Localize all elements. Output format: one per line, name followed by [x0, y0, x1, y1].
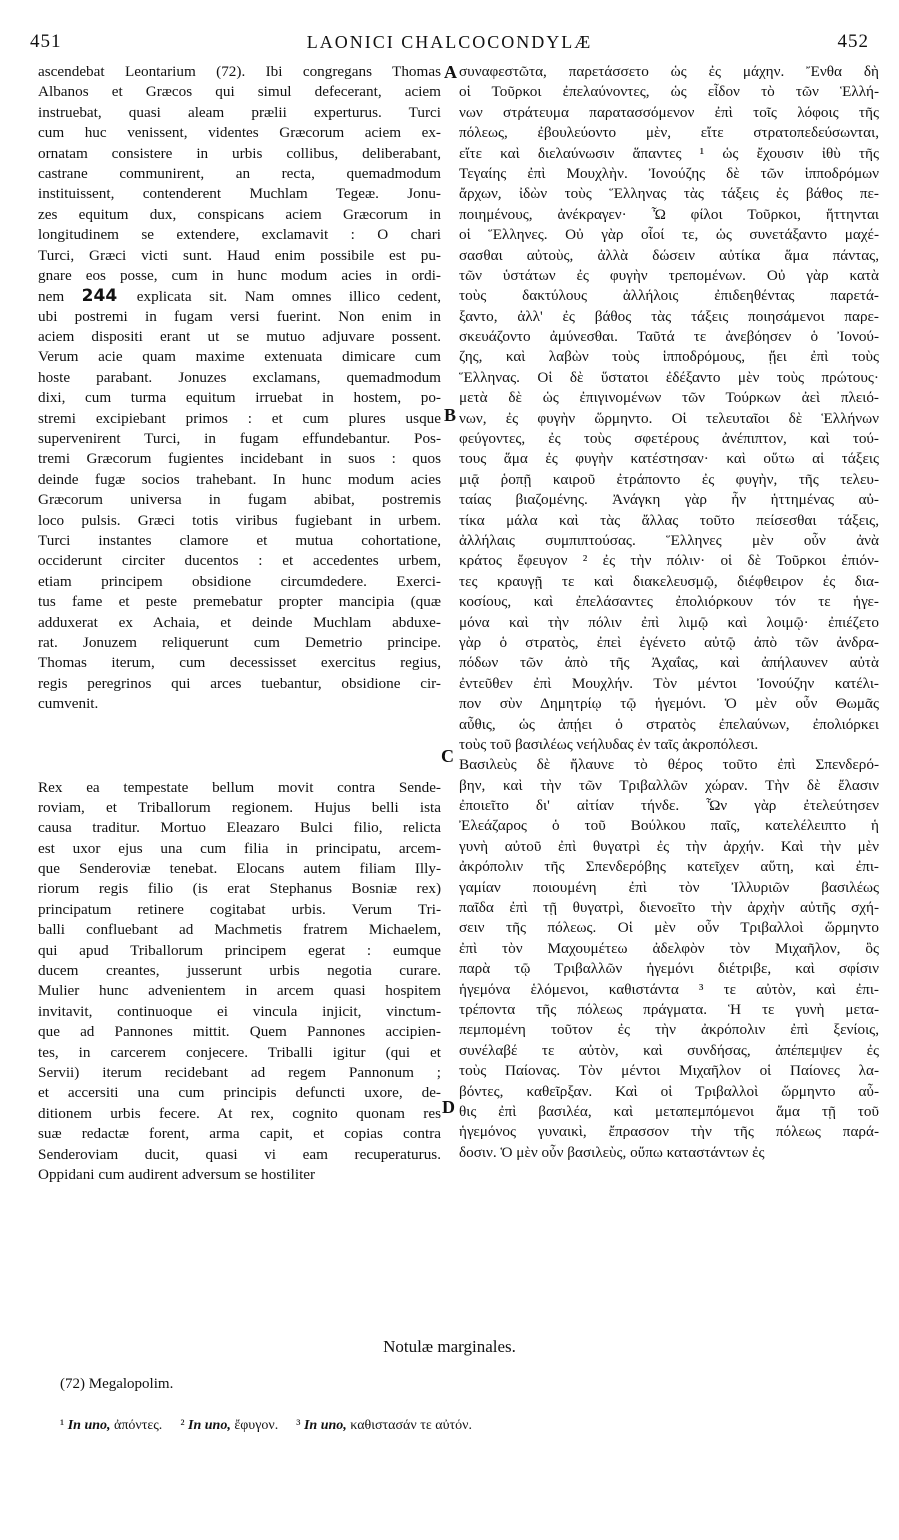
text-line: Verum acie quam maxime extenuata dimicare cum: [38, 348, 441, 366]
text-line: τες κραυγῇ τε καὶ διακελευσμῷ, διέφθειρον ἐς δια-: [459, 572, 879, 590]
text-line: supervenirent Turci, in fugam effundebantur. Pos-: [38, 430, 441, 448]
text-line: παῖδα ἐπὶ τῇ θυγατρὶ, διενοεῖτο τὴν ἀρχὴν αὐτῆς σχή-: [459, 899, 879, 917]
text-line: dixi, cum turma equitum irruebat in hostem, po-: [38, 389, 441, 407]
text-line: Rex ea tempestate bellum movit contra Sende-: [38, 778, 441, 796]
text-line: ταίας βιαζομένης. Ἀνάγκη γὰρ ἦν ἡττημένας αὐ-: [459, 491, 879, 509]
text-line: causa traditur. Mortuo Eleazaro Bulci filio, relicta: [38, 819, 441, 837]
text-line: regis peregrinos qui arces tuebantur, obsidione cir-: [38, 674, 441, 692]
text-fragment: explicata sit. Nam omnes illico cedent,: [136, 288, 441, 306]
margin-marker-d: D: [442, 1097, 455, 1117]
text-line: ascendebat Leontarium (72). Ibi congregans Thomas: [38, 63, 441, 80]
text-line: τῶν ὑστάτων ἐς φυγὴν τρεπομένων. Οὐ γὰρ κατὰ: [459, 266, 879, 284]
text-line: instruebat, quasi aleam prælii experturus. Turci: [38, 103, 441, 121]
text-line: Τεγαίης ἐπὶ Μουχλὴν. Ἰονούζης δὲ τῶν ἱπποδρόμων: [459, 164, 879, 182]
text-line: ἀκρόπολιν τῆς Σπενδερόβης κατεῖχεν αὕτη, καὶ ἐπι-: [459, 858, 879, 876]
text-line: βόντες, καθεῖρξαν. Καὶ οἱ Τριβαλλοὶ ὥρμηντο αὖ-: [459, 1082, 879, 1100]
text-line: Albanos et Græcos qui simul defecerant, aciem: [38, 83, 441, 101]
left-page-number: 451: [30, 31, 62, 52]
footnote-text: ἀπόντες.: [114, 1418, 163, 1433]
running-header: [30, 30, 869, 54]
text-line: πόδων τῶν ἀπὸ τῆς Ἀχαΐας, καὶ ἀπήλαυνεν αὐτὰ: [459, 654, 879, 672]
text-line: φεύγοντες, ἐς τοὺς σφετέρους ἀνέπιπτον, καὶ τού-: [459, 430, 879, 448]
margin-marker-b: B: [444, 405, 457, 425]
notes-heading: Notulæ marginales.: [383, 1337, 516, 1356]
text-line: ἐπὶ τὸν Μαχουμέτεω ἀδελφὸν τὸν Μιχαῆλον, ὃς: [459, 939, 879, 957]
text-line: τίκα μάλα καὶ τὰς ἄλλας τοῦτο πείσεσθαι τάξεις,: [459, 511, 879, 529]
text-line: longitudinem se extendere, exclamavit : O chari: [38, 226, 441, 244]
text-line: balli confluebant ad Machmetis fratrem Michaelem,: [38, 921, 441, 939]
text-line: ducem creantes, jusserunt urbis negotia curare.: [38, 962, 441, 980]
text-line: que Senderoviæ tenebat. Elocans autem filiam Illy-: [38, 860, 441, 878]
margin-marker-a: A: [444, 62, 457, 82]
text-line: ἡγεμόνα ἑλόμενοι, καθιστάντα ³ τε αὐτὸν, καὶ ἐπι-: [459, 980, 879, 998]
text-line: τοὺς τοῦ βασιλέως νεήλυδας ἐν ταῖς ἀκροπόλεσι.: [459, 735, 759, 753]
text-line: σειν τῆς πόλεως. Οἱ μὲν οὖν Τριβαλλοὶ ὥρμηντο: [459, 919, 879, 937]
text-line: Βασιλεὺς δὲ ἤλαυνε τὸ θέρος τοῦτο ἐπὶ Σπενδερό-: [459, 756, 879, 774]
text-line: Græcorum universa in fugam abibat, postremis: [38, 491, 441, 509]
text-line: ἐντεῦθεν ἐπὶ Μουχλήν. Τὸν μέντοι Ἰονούζην κατέλι-: [459, 674, 879, 692]
text-line: κράτος ἔφευγον ² ἐς τὴν πόλιν· οἱ δὲ Τοῦρκοι ἐπιόν-: [459, 552, 879, 570]
text-line: δοσιν. Ὁ μὲν οὖν βασιλεὺς, οὔπω καταστάντων ἐς: [459, 1143, 765, 1161]
text-line: tremi Græcorum fugientes incidebant in suos : quos: [38, 450, 441, 468]
paragraph-gap: [38, 715, 441, 778]
text-line: stremi excipiebant primos : et cum plures usque: [38, 409, 441, 427]
footnote: [60, 1418, 162, 1433]
text-fragment: nem: [38, 288, 82, 306]
text-line: συναφεστῶτα, παρετάσσετο ὡς ἐς μάχην. Ἔνθα δὴ: [459, 63, 879, 80]
text-line: ποιημένους, ἀνέκραγεν· Ὦ φίλοι Τοῦρκοι, ἥττηνται: [459, 205, 879, 223]
footnote: [180, 1418, 278, 1433]
text-line: νων, ἐς φυγὴν ὥρμηντο. Οἱ τελευταῖοι δὲ Ἑλλήνων: [459, 409, 879, 427]
text-line: πεμπομένη τοῦτον ἐς τὴν ἀκρόπολιν ἐπὶ ξενίοις,: [459, 1021, 879, 1039]
text-line: occiderunt circiter ducentos : et accedentes urbem,: [38, 552, 441, 570]
margin-marker-c: C: [441, 746, 454, 766]
text-line: ἄρχων, ἰδὼν τοὺς Ἕλληνας τὰς τάξεις ἐς βάθος πε-: [459, 185, 879, 203]
text-line: κοσίους, καὶ ἐπελάσαντες ἐπολιόρκουν τόν τε ἡγε-: [459, 593, 879, 611]
text-line: invitavit, continuoque ei vincula injicit, vinctum-: [38, 1002, 441, 1020]
text-line: et accersiti una cum principis defuncti uxore, de-: [38, 1084, 441, 1102]
text-line: qui apud Triballorum principem egerat : eumque: [38, 941, 441, 959]
footnote: [296, 1418, 472, 1433]
text-line: instituissent, contenderent Muchlam Tegeæ. Jonu-: [38, 185, 441, 203]
text-line: μιᾷ ῥοπῇ καιροῦ ἐτράποντο ἐς φυγὴν, τῆς τελευ-: [459, 470, 879, 488]
footnotes: [60, 1418, 490, 1434]
text-line: τοὺς δακτύλους ἀλλήλοις ἐπιδεηθέντας παρετά-: [459, 287, 879, 305]
footnote-label: In uno,: [188, 1418, 235, 1433]
text-line: σκευάζοντο ἀμύνεσθαι. Ταῦτά τε ἀνεβόησεν ὁ Ἰονού-: [459, 328, 879, 346]
text-line: etiam principem obsidione circumdedere. Exerci-: [38, 572, 441, 590]
greek-column: [459, 62, 879, 1163]
footnote-number: ³: [296, 1418, 304, 1433]
text-line: loco pulsis. Græci totis viribus fugiebant in urbem.: [38, 511, 441, 529]
text-line: νων στράτευμα παρατασσόμενον ἐπὶ τοῖς λόφοις τῆς: [459, 103, 879, 121]
text-line: ubi postremi in fugam versi fuerint. Non enim in: [38, 307, 441, 325]
text-line: Thomas iterum, cum decessisset exercitus regius,: [38, 654, 441, 672]
text-line: zes equitum dux, conspicans aciem Græcorum in: [38, 205, 441, 223]
footnote-label: In uno,: [303, 1418, 351, 1433]
text-line: ἡγεμόνος γυναικὶ, ἔπρασσον τὴν τῆς πόλεως παρά-: [459, 1123, 879, 1141]
text-line: εἴτε καὶ διελαύνωσιν ἅπαντες ¹ ὡς ἔχουσιν ἰθὺ τῆς: [459, 144, 879, 162]
footnote-label: In uno,: [67, 1418, 115, 1433]
text-line: cumvenit.: [38, 695, 99, 713]
text-line: Turci instantes clamore et mutua cohortatione,: [38, 531, 441, 549]
text-line: σασθαι αὐτοὺς, ἀλλὰ δώσειν αὐτίκα ἅμα πάντας,: [459, 246, 879, 264]
text-line: γαμίαν ποιουμένη ἐπὶ τὸν Ἰλλυριῶν βασιλέως: [459, 878, 879, 896]
text-line: cum huc venissent, videntes Græcorum aciem ex-: [38, 124, 441, 142]
text-line: principatum retinere cogitabat urbis. Verum Tri-: [38, 900, 441, 918]
text-line: παρὰ τῷ Τριβαλλῶν ἡγεμόνι διέτριβε, καὶ σφίσιν: [459, 960, 879, 978]
text-line: ornatam consistere in urbis collibus, deliberabant,: [38, 144, 441, 162]
text-line: τους ἅμα ἐς φυγὴν κατέστησαν· καὶ οὕτω αἱ τάξεις: [459, 450, 879, 468]
text-line: rat. Jonuzem reliquerunt cum Demetrio principe.: [38, 633, 441, 651]
text-line: οἱ Ἕλληνες. Οὐ γὰρ οἷοί τε, ὡς συνετάξαντο μαχέ-: [459, 226, 879, 244]
text-line: πόλεως, ἐβουλεύοντο μὲν, εἴτε στρατοπεδεύσωνται,: [459, 124, 879, 142]
text-line: adduxerat ex Achaia, et deinde Muchlam abduxe-: [38, 613, 441, 631]
text-line: ἐποιεῖτο δι' αἰτίαν τήνδε. Ὧν γὰρ ἐτελεύτησεν: [459, 797, 879, 815]
text-line: Oppidani cum audirent adversum se hostiliter: [38, 1165, 316, 1183]
running-title: LAONICI CHALCOCONDYLÆ: [306, 31, 593, 52]
text-line: hoste parabant. Jonuzes exclamans, quemadmodum: [38, 368, 441, 386]
text-line: Servii) iterum recidebant ad regem Pannonum ;: [38, 1063, 441, 1081]
text-line: gnare eos posse, cum in hunc modum acies in ordi-: [38, 266, 441, 284]
text-line: ξαντο, ἀλλ' ἐς βάθος τὰς τάξεις ποιησάμενοι παρε-: [459, 307, 879, 325]
text-line: castrane communirent, an recta, quemadmodum: [38, 164, 441, 182]
text-line: tus fame et peste premebatur propter mancipia (quæ: [38, 593, 441, 611]
text-line: τρέποντα τῆς πόλεως πράγματα. Ἡ τε γυνὴ μετα-: [459, 1000, 879, 1018]
text-line: que ad Pannones mittit. Quem Pannones accipien-: [38, 1023, 441, 1041]
text-line: ζης, καὶ λαβὼν τοὺς ἱπποδρόμους, ᾔει ἐπὶ τοὺς: [459, 348, 879, 366]
text-line: γὰρ ὁ στρατὸς, ἐπεὶ ἐγένετο αὐτῷ ἀπὸ τῶν ἀνδρα-: [459, 633, 879, 651]
text-line: συνέλαβέ τε αὐτὸν, καὶ συνδήσας, ἀπέπεμψεν ἐς: [459, 1041, 879, 1059]
text-line: μετὰ δὲ ὡς ἐπιγινομένων τῶν Τούρκων ἀεὶ πλειό-: [459, 389, 879, 407]
text-line: ἀλλήλαις συμπιπτούσας. Ἕλληνες μὲν οὖν ἀνὰ: [459, 531, 879, 549]
footnote-number: ²: [180, 1418, 189, 1433]
text-line: tes, in carcerem conjecere. Triballi igitur (qui et: [38, 1043, 441, 1061]
text-line: aciem dispositi erant ut se mutuo adjuvare possent.: [38, 328, 441, 346]
text-line: est uxor ejus una cum filia in principatu, arcem-: [38, 839, 441, 857]
text-line: Ἕλληνας. Οἱ δὲ ὕστατοι ἐδέξαντο μὲν τοὺς πρώτους·: [459, 368, 879, 386]
footnote-number: ¹: [60, 1418, 68, 1433]
text-line: οἱ Τοῦρκοι ἐπελαύνοντες, ὡς εἶδον τὸ τῶν Ἑλλή-: [459, 83, 879, 101]
text-line: ditionem urbis fecere. At rex, cognito quonam res: [38, 1104, 441, 1122]
footnote-text: καθιστασάν τε αὐτόν.: [350, 1418, 472, 1433]
text-line: τοὺς Παίονας. Τὸν μέντοι Μιχαῆλον οἱ Παίονες λα-: [459, 1062, 879, 1080]
latin-column: [38, 62, 441, 1185]
text-line: Turci, Græci victi sunt. Haud enim possibile est pu-: [38, 246, 441, 264]
text-line: Senderoviam ducit, quasi vi eam recuperaturus.: [38, 1145, 441, 1163]
text-line: αὖθις, ὡς ἀπῄει ὁ στρατὸς ἐπελαύνων, ἐπολιόρκει: [459, 715, 879, 733]
text-line: Mulier hunc advenientem in arcem quasi hospitem: [38, 982, 441, 1000]
text-line: Ἐλεάζαρος ὁ τοῦ Βούλκου παῖς, κατελέλειπτο ἡ: [459, 817, 879, 835]
text-line: suæ redactæ forent, arma capit, et copias contra: [38, 1125, 441, 1143]
text-line: βην, καὶ τὴν τῶν Τριβαλλῶν χώραν. Τὴν δὲ ἔλασιν: [459, 776, 879, 794]
text-line: [38, 286, 441, 306]
text-line: riorum regis filio (is erat Stephanus Bosniæ rex): [38, 880, 441, 898]
text-line: roviam, et Triballorum regionem. Hujus belli ista: [38, 798, 441, 816]
text-line: μόνα καὶ τὴν πόλιν ἐπὶ λιμῷ καὶ λοιμῷ· ἐπιέζετο: [459, 613, 879, 631]
right-page-number: 452: [837, 31, 869, 52]
text-line: γυνὴ αὐτοῦ ἐπὶ θυγατρὶ ἐς τὴν ἀρχήν. Καὶ τὴν μὲν: [459, 837, 879, 855]
text-line: deinde fugæ socios trahebant. In hunc modum acies: [38, 470, 441, 488]
footnote-text: ἔφυγον.: [234, 1418, 279, 1433]
text-line: θις ἐπὶ βασιλέα, καὶ μεταπεμπόμενοι ἅμα τῇ τοῦ: [459, 1102, 879, 1120]
text-line: πον σὺν Δημητρίῳ τῷ ἡγεμόνι. Ὁ μὲν οὖν Θωμᾶς: [459, 695, 879, 713]
page-marker-number: 244: [81, 286, 137, 307]
marginal-note: (72) Megalopolim.: [60, 1376, 174, 1392]
